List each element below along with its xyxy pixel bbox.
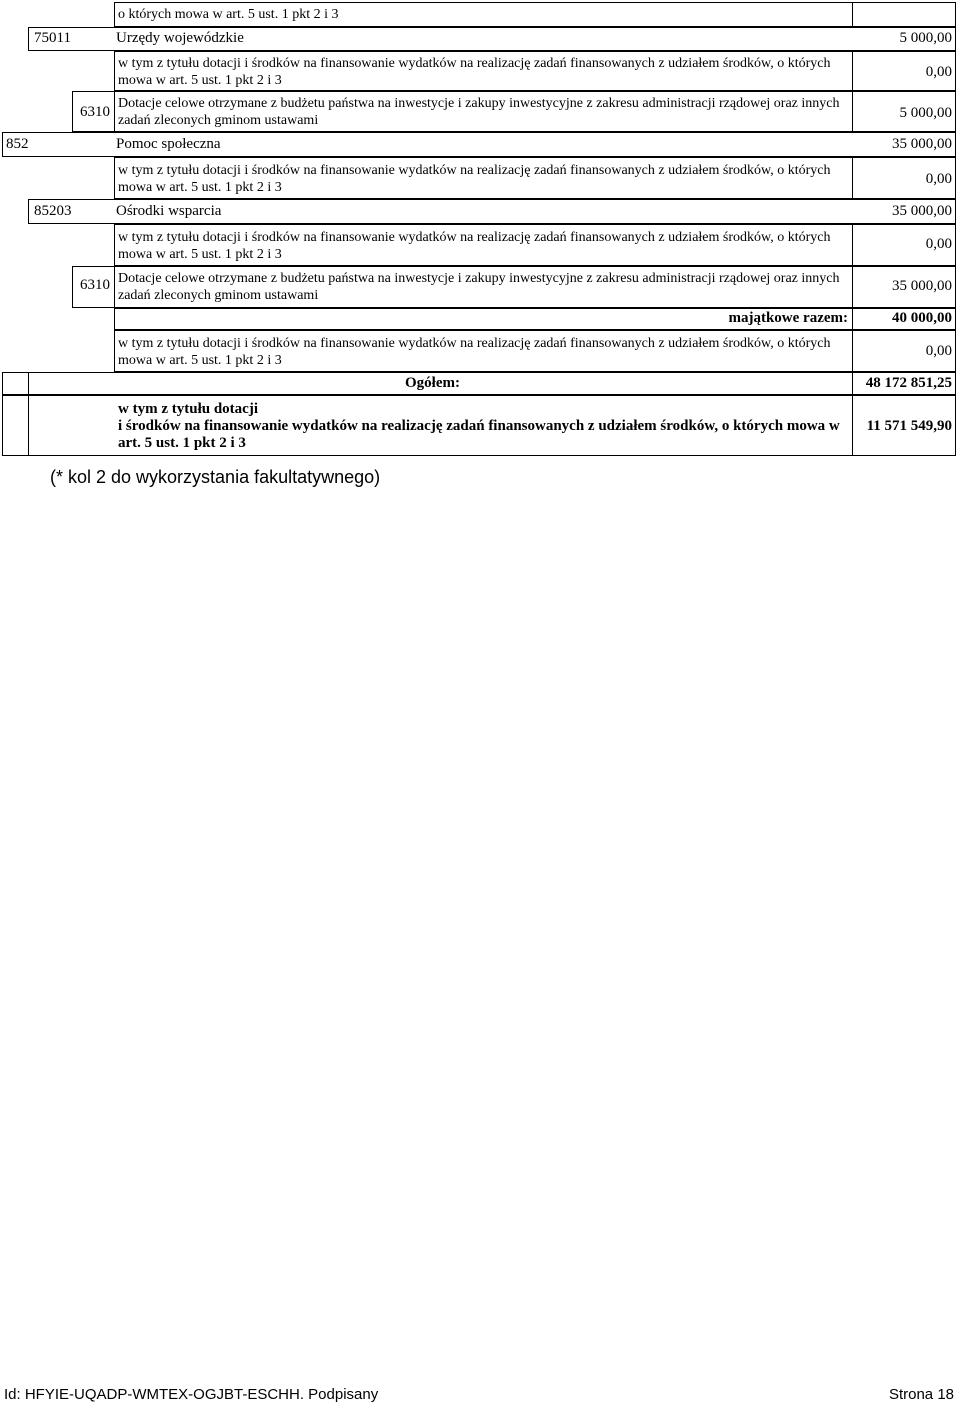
wtym-text: w tym z tytułu dotacji i środków na finansowanie wydatków na realizację zadań finansowanych z udziałem środków, o których mowa w art. 5 ust. 1 pkt 2 i 3 bbox=[118, 163, 831, 195]
majatkowe-amount: 40 000,00 bbox=[892, 310, 952, 326]
rozdzial-amount: 35 000,00 bbox=[892, 203, 952, 219]
wtym-amount: 0,00 bbox=[925, 64, 952, 80]
ogolem-wtym-amount: 11 571 549,90 bbox=[866, 418, 952, 434]
divider bbox=[114, 91, 115, 132]
rozdzial-code: 85203 bbox=[34, 203, 72, 219]
continuation-text: o których mowa w art. 5 ust. 1 pkt 2 i 3 bbox=[118, 7, 339, 22]
paragraf-text: Dotacje celowe otrzymane z budżetu państwa na inwestycje i zakupy inwestycyjne z zakresu administracji rządowej oraz innych zadań zleconych gminom ustawami bbox=[118, 96, 840, 128]
rozdzial-amount: 5 000,00 bbox=[899, 30, 952, 46]
wtym-amount: 0,00 bbox=[925, 343, 952, 359]
rozdzial-name: Urzędy wojewódzkie bbox=[116, 30, 244, 46]
wtym-text: w tym z tytułu dotacji i środków na finansowanie wydatków na realizację zadań finansowanych z udziałem środków, o których mowa w art. 5 ust. 1 pkt 2 i 3 bbox=[118, 336, 831, 368]
ogolem-wtym-line2: i środków na finansowanie wydatków na realizację zadań finansowanych z udziałem środków, o których mowa w art. 5 ust. 1 pkt 2 i 3 bbox=[118, 418, 840, 451]
document-id: Id: HFYIE-UQADP-WMTEX-OGJBT-ESCHH. Podpisany bbox=[4, 1386, 379, 1403]
dzial-code: 852 bbox=[6, 136, 29, 152]
paragraf-amount: 35 000,00 bbox=[892, 278, 952, 294]
page-number: Strona 18 bbox=[888, 1386, 954, 1403]
footnote: (* kol 2 do wykorzystania fakultatywnego) bbox=[50, 467, 381, 487]
divider bbox=[28, 395, 29, 456]
ogolem-label: Ogółem: bbox=[405, 375, 460, 391]
divider bbox=[852, 51, 853, 91]
paragraf-code: 6310 bbox=[80, 104, 110, 120]
divider bbox=[852, 224, 853, 266]
ogolem-amount: 48 172 851,25 bbox=[865, 375, 952, 391]
paragraf-text: Dotacje celowe otrzymane z budżetu państwa na inwestycje i zakupy inwestycyjne z zakresu administracji rządowej oraz innych zadań zleconych gminom ustawami bbox=[118, 271, 840, 303]
divider bbox=[114, 266, 115, 308]
wtym-text: w tym z tytułu dotacji i środków na finansowanie wydatków na realizację zadań finansowanych z udziałem środków, o których mowa w art. 5 ust. 1 pkt 2 i 3 bbox=[118, 56, 831, 88]
divider bbox=[852, 157, 853, 199]
paragraf-code: 6310 bbox=[80, 277, 110, 293]
rozdzial-code: 75011 bbox=[34, 30, 71, 46]
wtym-amount: 0,00 bbox=[925, 171, 952, 187]
divider bbox=[852, 330, 853, 372]
wtym-text: w tym z tytułu dotacji i środków na finansowanie wydatków na realizację zadań finansowanych z udziałem środków, o których mowa w art. 5 ust. 1 pkt 2 i 3 bbox=[118, 230, 831, 262]
dzial-name: Pomoc społeczna bbox=[116, 136, 221, 152]
ogolem-wtym-line1: w tym z tytułu dotacji bbox=[118, 401, 258, 417]
rozdzial-name: Ośrodki wsparcia bbox=[116, 203, 222, 219]
dzial-amount: 35 000,00 bbox=[892, 136, 952, 152]
wtym-amount: 0,00 bbox=[925, 236, 952, 252]
paragraf-amount: 5 000,00 bbox=[899, 105, 952, 121]
divider bbox=[28, 372, 29, 395]
row-continuation-amount-cell bbox=[852, 2, 956, 27]
majatkowe-label: majątkowe razem: bbox=[728, 310, 848, 326]
